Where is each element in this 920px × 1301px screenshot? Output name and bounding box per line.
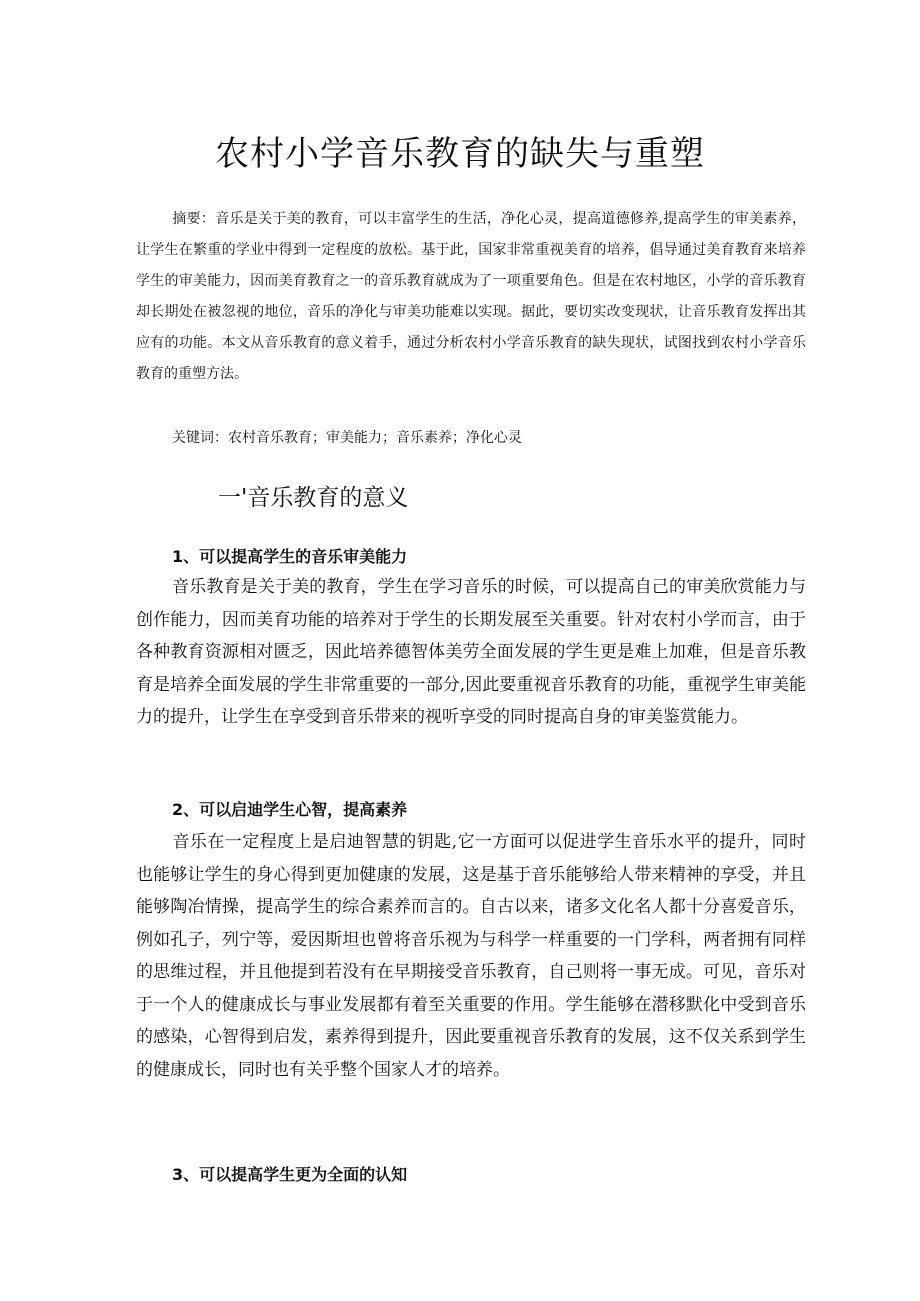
subsection-heading-3: 3、可以提高学生更为全面的认知 [172, 1165, 408, 1184]
subsection-heading-1: 1、可以提高学生的音乐审美能力 [172, 547, 408, 566]
subsection-paragraph-2 [136, 826, 806, 1086]
abstract-text: 摘要：音乐是关于美的教育，可以丰富学生的生活，净化心灵，提高道德修养,提高学生的审美素养，让学生在繁重的学业中得到一定程度的放松。基于此，国家非常重视美育的培养，倡导通过美育教育来培养学生的审美能力，因而美育教育之一的音乐教育就成为了一项重要角色。但是在农村地区，小学的音乐教育却长期处在被忽视的地位，音乐的净化与审美功能难以实现。据此，要切实改变现状，让音乐教育发挥出其应有的功能。本文从音乐教育的意义着手，通过分析农村小学音乐教育的缺失现状，试图找到农村小学音乐教育的重塑方法。 [136, 211, 806, 382]
keywords-line: 关键词：农村音乐教育；审美能力；音乐素养；净化心灵 [172, 430, 522, 446]
abstract-paragraph [136, 204, 806, 390]
subsection-paragraph-1 [136, 571, 806, 734]
section-heading: 一'音乐教育的意义 [218, 485, 409, 511]
subsection-heading-2: 2、可以启迪学生心智，提高素养 [172, 800, 408, 819]
paragraph-text: 音乐教育是关于美的教育，学生在学习音乐的时候，可以提高自己的审美欣赏能力与创作能力，因而美育功能的培养对于学生的长期发展至关重要。针对农村小学而言，由于各种教育资源相对匮乏，因此培养德智体美劳全面发展的学生更是难上加难，但是音乐教育是培养全面发展的学生非常重要的一部分,因此要重视音乐教育的功能，重视学生审美能力的提升，让学生在享受到音乐带来的视听享受的同时提高自身的审美鉴赏能力。 [136, 577, 806, 727]
page-title: 农村小学音乐教育的缺失与重塑 [215, 134, 705, 174]
paragraph-text: 音乐在一定程度上是启迪智慧的钥匙,它一方面可以促进学生音乐水平的提升，同时也能够让学生的身心得到更加健康的发展，这是基于音乐能够给人带来精神的享受，并且能够陶冶情操，提高学生的综合素养而言的。自古以来，诸多文化名人都十分喜爱音乐，例如孔子，列宁等，爱因斯坦也曾将音乐视为与科学一样重要的一门学科，两者拥有同样的思维过程，并且他提到若没有在早期接受音乐教育，自己则将一事无成。可见，音乐对于一个人的健康成长与事业发展都有着至关重要的作用。学生能够在潜移默化中受到音乐的感染，心智得到启发，素养得到提升，因此要重视音乐教育的发展，这不仅关系到学生的健康成长，同时也有关乎整个国家人才的培养。 [136, 832, 806, 1080]
